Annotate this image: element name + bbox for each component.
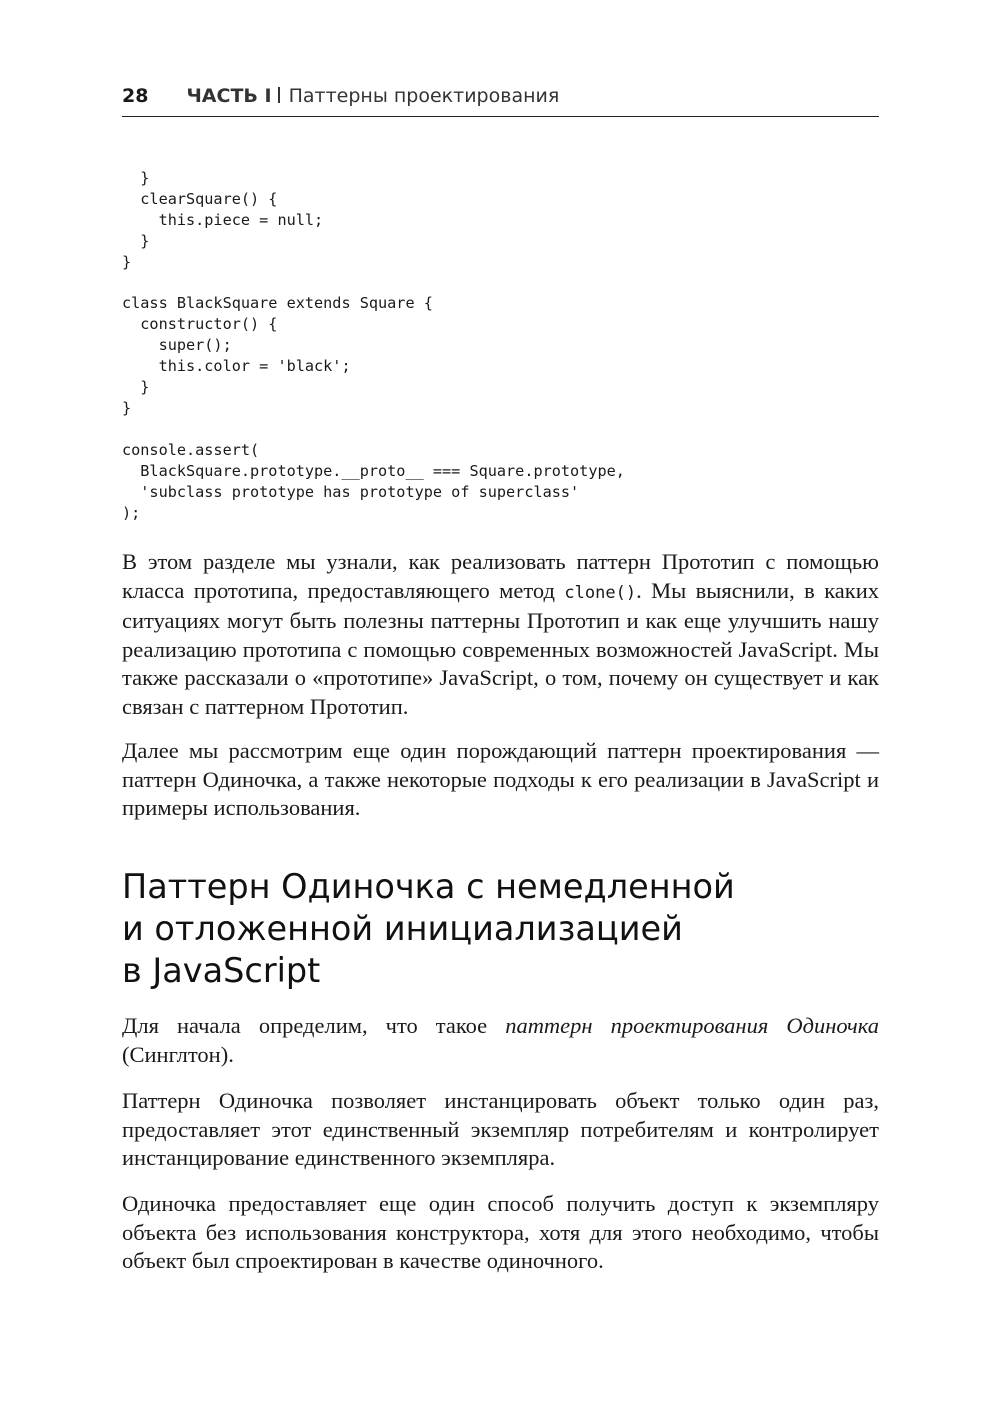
emphasis-term: паттерн проектирования Одиночка xyxy=(505,1013,879,1038)
header-separator xyxy=(278,87,280,103)
code-listing: } clearSquare() { this.piece = null; } } class BlackSquare extends Square { constructor() { super(); this.color = 'black'; } } console.assert( BlackSquare.prototype.__proto__ === Square.prototype, 'subclass prototype has prototype of superclass' ); xyxy=(122,169,625,522)
section-heading xyxy=(122,866,879,992)
heading-line: в JavaScript xyxy=(122,951,321,990)
part-label: ЧАСТЬ I xyxy=(186,85,272,107)
paragraph-text: . Мы выяснили, в каких ситуациях могут быть полезны паттерны Прототип и как еще улучшить нашу реализацию прототипа с помощью современных возможностей JavaScript. Мы также рассказали о «прототипе» JavaScript, о том, почему он существует и как связан с паттерном Прототип. xyxy=(122,577,879,719)
heading-line: Паттерн Одиночка с немедленной xyxy=(122,867,735,906)
paragraph-next-topic: Далее мы рассмотрим еще один порождающий паттерн проектирования — паттерн Одиночка, а также некоторые подходы к его реализации в JavaScript и примеры использования. xyxy=(122,738,879,821)
page-number: 28 xyxy=(122,85,149,107)
chapter-title: Паттерны проектирования xyxy=(288,85,560,107)
paragraph-text: В этом разделе мы узнали, как реализовать паттерн Прототип с помощью класса прототипа, предоставляющего метод xyxy=(122,549,879,603)
paragraph-singleton-description: Паттерн Одиночка позволяет инстанцировать объект только один раз, предоставляет этот единственный экземпляр потребителям и контролирует инстанцирование единственного экземпляра. xyxy=(122,1088,879,1171)
paragraph-definition xyxy=(122,1012,879,1069)
paragraph-prototype-summary xyxy=(122,548,879,722)
paragraph-text: Для начала определим, что такое xyxy=(122,1013,506,1038)
paragraph-singleton-access: Одиночка предоставляет еще один способ получить доступ к экземпляру объекта без использования конструктора, хотя для этого необходимо, чтобы объект был спроектирован в качестве одиночного. xyxy=(122,1191,879,1274)
running-header xyxy=(122,84,879,117)
inline-code: clone() xyxy=(564,582,637,603)
paragraph-text: (Синглтон). xyxy=(122,1041,234,1067)
heading-line: и отложенной инициализацией xyxy=(122,909,683,948)
